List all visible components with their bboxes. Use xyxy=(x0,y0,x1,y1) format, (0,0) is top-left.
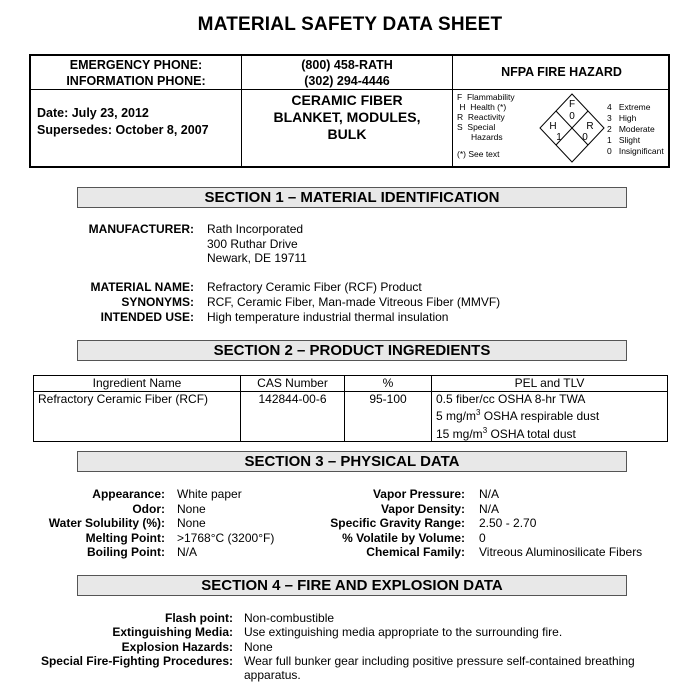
pel-tlv: 0.5 fiber/cc OSHA 8-hr TWA 5 $mg/m^3$ OSHA respirable dust 15 $mg/m^3$ OSHA total dust xyxy=(432,391,668,442)
col-percent: % xyxy=(345,376,432,392)
diamond-h-value: 1 xyxy=(556,132,562,143)
synonyms: RCF, Ceramic Fiber, Man-made Vitreous Fiber (MMVF) xyxy=(207,295,501,309)
diamond-h-letter: H xyxy=(549,121,557,132)
supersedes-date: Supersedes: October 8, 2007 xyxy=(37,123,209,137)
nfpa-diamond-icon xyxy=(538,92,606,164)
nfpa-legend: F Flammability H Health (*) R Reactivity S Special Hazards (*) See text xyxy=(457,92,515,159)
section2-heading: SECTION 2 – PRODUCT INGREDIENTS xyxy=(77,340,627,361)
emergency-phone-label: EMERGENCY PHONE: xyxy=(69,58,203,72)
material-name: Refractory Ceramic Fiber (RCF) Product xyxy=(207,280,422,294)
ingredient-name: Refractory Ceramic Fiber (RCF) xyxy=(34,391,241,442)
phone-labels xyxy=(31,57,241,89)
intended-use-label: INTENDED USE: xyxy=(100,310,194,324)
nfpa-scale: 4 Extreme 3 High 2 Moderate 1 Slight 0 Insignificant xyxy=(607,102,664,156)
information-phone: (302) 294-4446 xyxy=(304,74,390,88)
cas-number: 142844-00-6 xyxy=(241,391,345,442)
diamond-r-letter: R xyxy=(586,121,594,132)
document-title: MATERIAL SAFETY DATA SHEET xyxy=(197,14,503,35)
diamond-f-letter: F xyxy=(568,99,576,110)
diamond-f-value: 0 xyxy=(569,111,575,122)
date-block xyxy=(37,105,209,139)
section1-heading: SECTION 1 – MATERIAL IDENTIFICATION xyxy=(77,187,627,208)
section4-heading: SECTION 4 – FIRE AND EXPLOSION DATA xyxy=(77,575,627,596)
manufacturer-address: Rath Incorporated 300 Ruthar Drive Newark, DE 19711 xyxy=(207,222,307,265)
col-pel-tlv: PEL and TLV xyxy=(432,376,668,392)
emergency-phone: (800) 458-RATH xyxy=(301,58,393,72)
intended-use: High temperature industrial thermal insulation xyxy=(207,310,449,324)
table-row xyxy=(34,391,668,442)
synonyms-label: SYNONYMS: xyxy=(121,295,194,309)
diamond-r-value: 0 xyxy=(582,132,588,143)
header-table xyxy=(29,54,670,168)
material-name-label: MATERIAL NAME: xyxy=(90,280,194,294)
issue-date: Date: July 23, 2012 xyxy=(37,106,149,120)
col-ingredient-name: Ingredient Name xyxy=(34,376,241,392)
nfpa-title: NFPA FIRE HAZARD xyxy=(501,65,622,79)
phone-numbers xyxy=(242,57,452,89)
ingredients-table xyxy=(33,375,668,442)
see-text-note: (*) See text xyxy=(457,149,500,159)
manufacturer-label: MANUFACTURER: xyxy=(88,222,194,236)
section3-heading: SECTION 3 – PHYSICAL DATA xyxy=(77,451,627,472)
information-phone-label: INFORMATION PHONE: xyxy=(66,74,206,88)
percent: 95-100 xyxy=(345,391,432,442)
table-header-row xyxy=(34,376,668,392)
col-cas-number: CAS Number xyxy=(241,376,345,392)
product-name: CERAMIC FIBER BLANKET, MODULES, BULK xyxy=(273,92,421,142)
